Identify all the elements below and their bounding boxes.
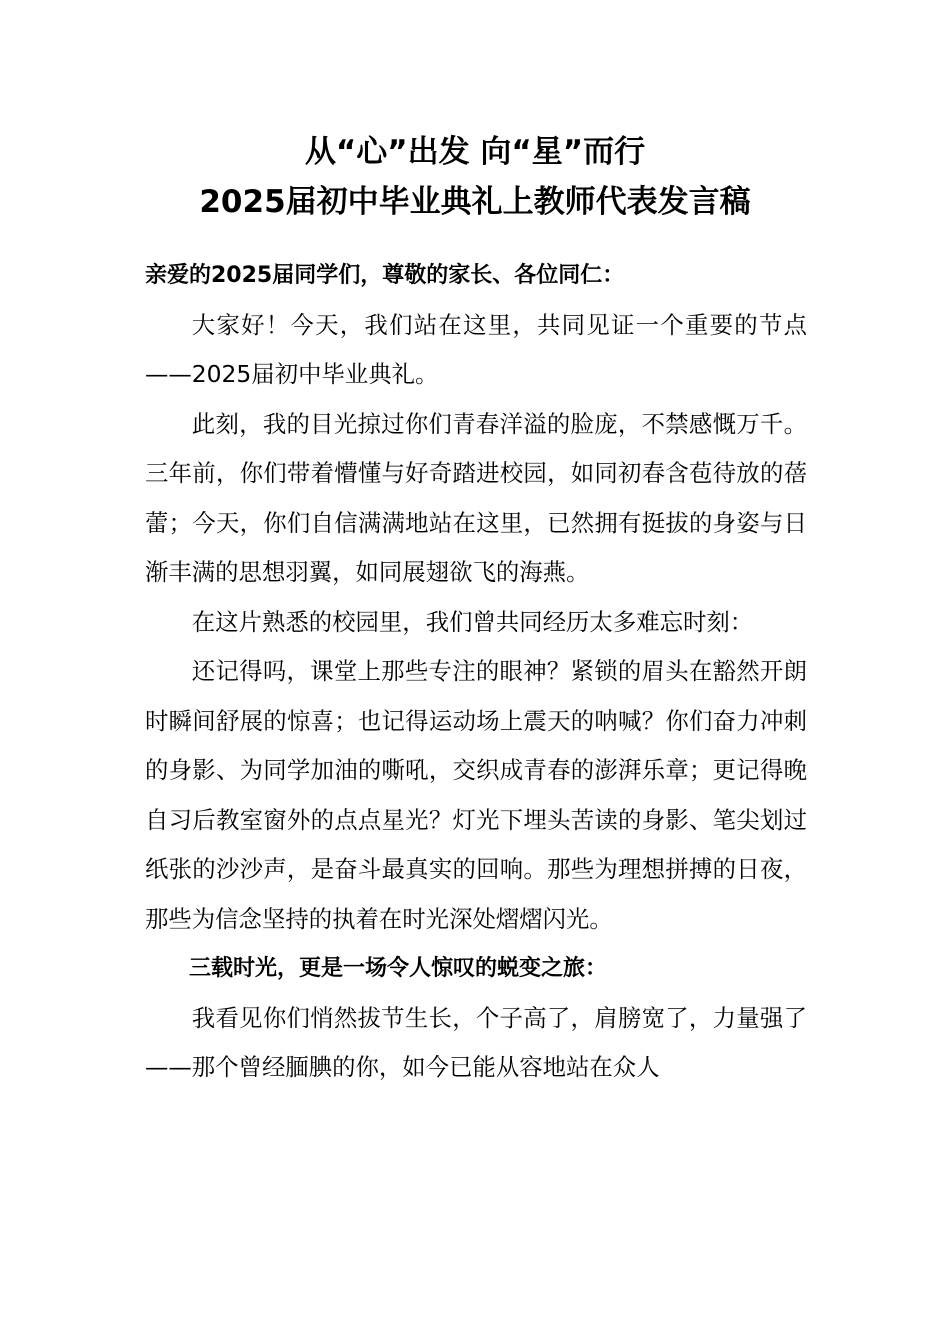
paragraph: 还记得吗，课堂上那些专注的眼神？紧锁的眉头在豁然开朗时瞬间舒展的惊喜；也记得运动场上震天的呐喊？你们奋力冲刺的身影、为同学加油的嘶吼，交织成青春的澎湃乐章；更记得晚自习后教室窗外的点点星光？灯光下埋头苦读的身影、笔尖划过纸张的沙沙声，是奋斗最真实的回响。那些为理想拼搏的日夜，那些为信念坚持的执着在时光深处熠熠闪光。 — [145, 657, 807, 933]
paragraph: 我看见你们悄然拔节生长，个子高了，肩膀宽了，力量强了——那个曾经腼腆的你，如今已能从容地站在众人 — [145, 1003, 807, 1081]
paragraph: 此刻，我的目光掠过你们青春洋溢的脸庞，不禁感慨万千。三年前，你们带着懵懂与好奇踏进校园，如同初春含苞待放的蓓蕾；今天，你们自信满满地站在这里，已然拥有挺拔的身姿与日渐丰满的思想羽翼，如同展翅欲飞的海燕。 — [145, 409, 807, 586]
document-title-line2: 2025届初中毕业典礼上教师代表发言稿 — [199, 184, 751, 220]
document-body — [145, 251, 807, 1093]
document-title-line1: 从“心”出发 向“星”而行 — [304, 134, 646, 170]
paragraph: 大家好！今天，我们站在这里，共同见证一个重要的节点——2025届初中毕业典礼。 — [145, 310, 807, 388]
paragraph: 在这片熟悉的校园里，我们曾共同经历太多难忘时刻： — [191, 607, 754, 636]
section-heading: 三载时光，更是一场令人惊叹的蜕变之旅： — [189, 956, 608, 981]
salutation: 亲爱的2025届同学们，尊敬的家长、各位同仁： — [145, 263, 625, 288]
